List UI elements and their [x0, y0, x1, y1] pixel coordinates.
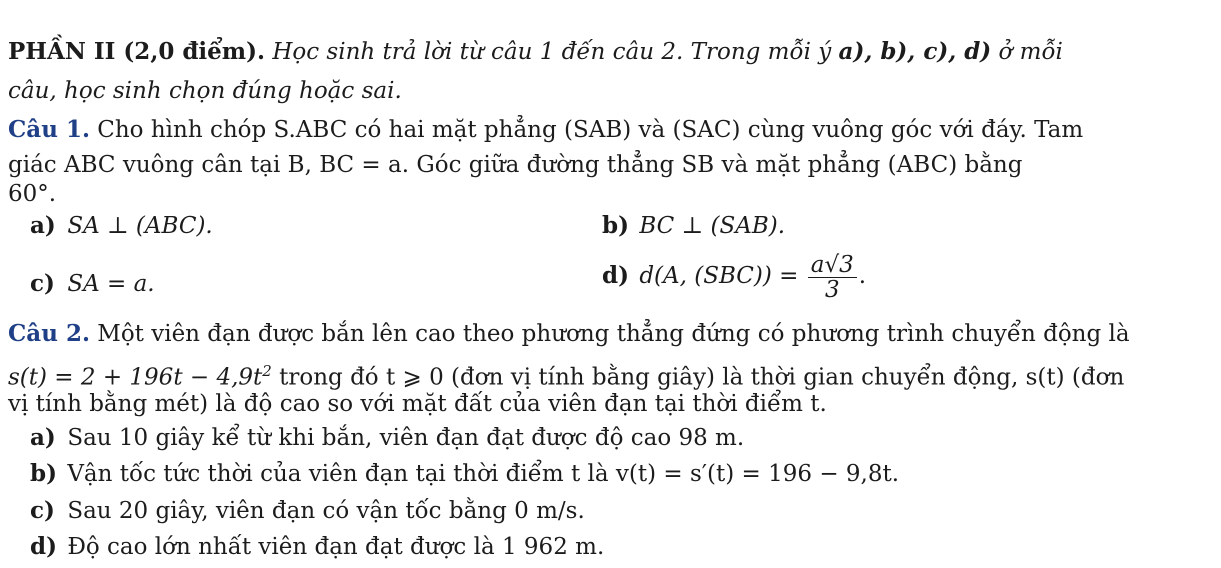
q1-option-d-fraction	[808, 253, 857, 302]
q1-option-d-label: d)	[602, 262, 629, 289]
part-options-inline: a), b), c), d)	[838, 38, 992, 65]
q2-text-3: vị tính bằng mét) là độ cao so với mặt đất của viên đạn tại thời điểm t.	[8, 391, 827, 417]
q1-line-1	[8, 116, 1083, 144]
part-header-line	[8, 38, 1063, 66]
q1-option-b-text: BC ⊥ (SAB).	[639, 213, 786, 239]
q1-option-a-text: SA ⊥ (ABC).	[67, 213, 213, 239]
q2-option-b-text: Vận tốc tức thời của viên đạn tại thời điểm t là v(t) = s′(t) = 196 − 9,8t.	[67, 461, 900, 487]
q2-option-a-text: Sau 10 giây kể từ khi bắn, viên đạn đạt được độ cao 98 m.	[67, 425, 745, 451]
q1-option-d-end: .	[858, 263, 867, 289]
part-instruction: Học sinh trả lời từ câu 1 đến câu 2. Trong mỗi ý	[272, 39, 839, 65]
q1-text-3: 60°.	[8, 181, 57, 207]
q1-option-b-label: b)	[602, 212, 629, 239]
q1-option-b	[602, 212, 785, 240]
q2-text-1: Một viên đạn được bắn lên cao theo phương thẳng đứng có phương trình chuyển động là	[97, 321, 1130, 347]
q1-option-c-text: SA = a.	[67, 271, 155, 297]
q2-text-2: trong đó t ⩾ 0 (đơn vị tính bằng giây) là thời gian chuyển động, s(t) (đơn	[271, 364, 1125, 391]
q2-option-c	[30, 497, 585, 525]
q1-option-d-text: d(A, (SBC)) =	[639, 263, 799, 289]
q2-option-d-label: d)	[30, 533, 57, 560]
q1-option-c	[30, 270, 155, 298]
q1-option-d-numerator: a√3	[808, 253, 857, 278]
q1-text-1: Cho hình chóp S.ABC có hai mặt phẳng (SAB) và (SAC) cùng vuông góc với đáy. Tam	[97, 117, 1084, 143]
q1-option-a-label: a)	[30, 212, 56, 239]
q2-option-d-text: Độ cao lớn nhất viên đạn đạt được là 1 962 m.	[67, 534, 605, 560]
q2-line-1	[8, 320, 1130, 348]
q1-option-a	[30, 212, 213, 240]
q1-label: Câu 1.	[8, 116, 90, 143]
q1-option-d-denominator: 3	[824, 276, 840, 303]
q2-option-a-label: a)	[30, 424, 56, 451]
part-instruction-line-2: câu, học sinh chọn đúng hoặc sai.	[8, 78, 402, 104]
q2-line-2	[8, 357, 1124, 392]
q2-equation-exponent: 2	[262, 362, 272, 380]
q2-option-b	[30, 460, 899, 488]
q1-text-2: giác ABC vuông cân tại B, BC = a. Góc giữa đường thẳng SB và mặt phẳng (ABC) bằng	[8, 152, 1023, 178]
q2-equation: s(t) = 2 + 196t − 4,9t	[8, 364, 263, 391]
q2-option-c-text: Sau 20 giây, viên đạn có vận tốc bằng 0 m/s.	[67, 498, 585, 524]
part-title: PHẦN II (2,0 điểm).	[8, 38, 266, 65]
part-instruction-end: ở mỗi	[991, 39, 1063, 65]
q2-option-d	[30, 533, 604, 561]
q1-option-d	[602, 246, 866, 306]
q2-option-a	[30, 424, 744, 452]
q2-option-b-label: b)	[30, 460, 57, 487]
q2-label: Câu 2.	[8, 320, 90, 347]
q2-option-c-label: c)	[30, 497, 55, 524]
q1-option-c-label: c)	[30, 270, 55, 297]
